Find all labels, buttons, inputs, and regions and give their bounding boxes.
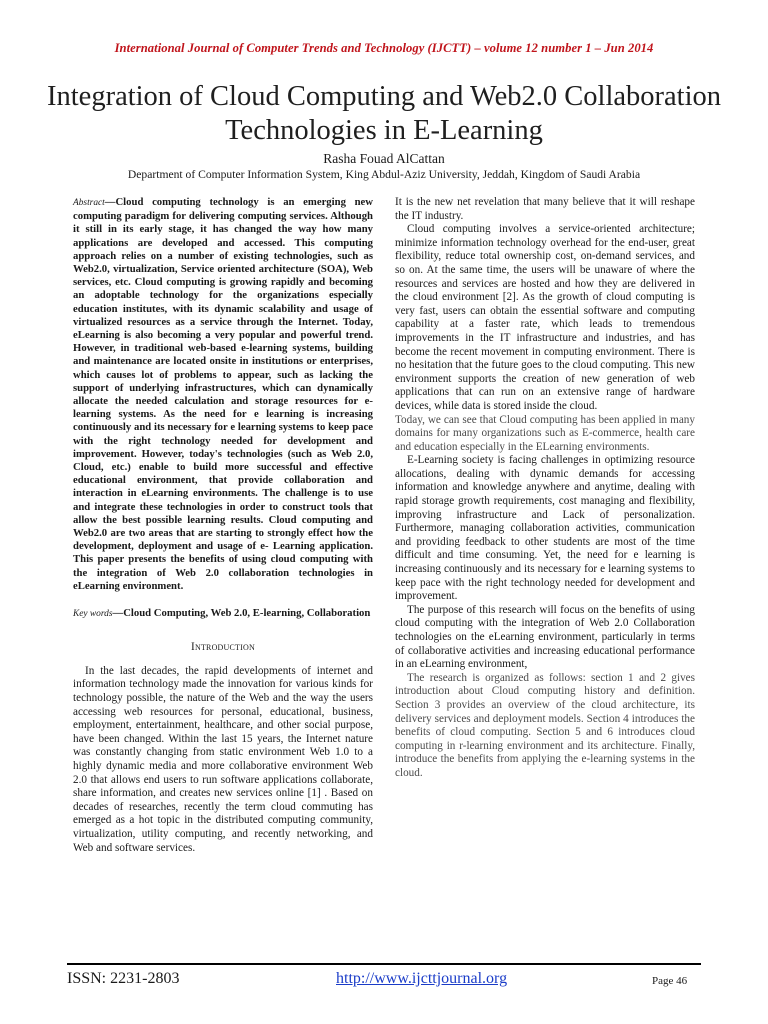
body-paragraph: The purpose of this research will focus on the benefits of using cloud computing with the integration of Web 2.0 Collaboration technologies on the eLearning environment, particularly in terms of collaborative activities and increasing educational performance in an eLearning environment,: [395, 603, 695, 671]
issn: ISSN: 2231-2803: [67, 970, 180, 987]
keywords: [73, 607, 373, 621]
body-paragraph: Cloud computing involves a service-oriented architecture; minimize information technology overhead for the end-user, great flexibility, reduce total ownership cost, on-demand services, and so on. At the same time, the users will be unaware of where the resources and services are hosted and how they are delivered in the cloud environment [2]. As the growth of cloud computing is very fast, users can obtain the essential software and computing capability at a faster rate, which leads to tremendous improvements in the IT infrastructure and industries, and has become the recent movement in computing environment. There is no hesitation that the future goes to the cloud computing. This new environment supports the creation of new generation of web applications that can run on an extensive range of hardware devices, while data is stored inside the cloud.: [395, 223, 695, 412]
keywords-label: Key words: [73, 609, 113, 620]
keywords-text: —Cloud Computing, Web 2.0, E-learning, Collaboration: [112, 607, 371, 620]
body-paragraph: E-Learning society is facing challenges in optimizing resource allocations, dealing with dynamic demands for accessing information and knowledge anywhere and anytime, dealing with rapid storage growth requirements, cost managing and flexibility, improving infrastructure and Lack of personalization. Furthermore, managing collaboration activities, communication and providing feedback to other students are most of the time difficult and time consuming. Yet, the need for e learning is increasing continuously and its necessary for e learning systems to keep pace with the right technology needed for development and improvement.: [395, 454, 695, 603]
body-paragraph: The research is organized as follows: section 1 and 2 gives introduction about Cloud computing history and definition. Section 3 provides an overview of the cloud architecture, its delivery services and deployment models. Section 4 introduces the benefits of cloud computing. Section 5 and 6 introduces cloud computing in r-learning environment and its architecture. Finally, introduce the benefits from applying the e-learning systems in the cloud.: [395, 671, 695, 779]
right-column: [395, 196, 695, 781]
body-paragraph: It is the new net revelation that many believe that it will reshape the IT industry.: [395, 196, 695, 222]
paper-title: Integration of Cloud Computing and Web2.0 Collaboration Technologies in E-Learning: [47, 81, 721, 146]
body-paragraph: Today, we can see that Cloud computing has been applied in many domains for many organizations such as E-commerce, health care and education especially in the ELearning environments.: [395, 413, 695, 453]
abstract-label: Abstract: [73, 198, 105, 208]
introduction-paragraph: In the last decades, the rapid developments of internet and information technology made the innovation for various kinds for technology possible, the nature of the Web and the way the users accessing web resources for personal, educational, business, employment, entertainment, healthcare, and other social purpose, have been changed. Within the last 15 years, the Internet nature was constantly changing from static environment Web 1.0 to a highly dynamic media and more collaborative environment Web 2.0 that allows end users to run software applications collaborate, share information, and creates new services online [1] . Based on decades of researches, recently the term cloud commuting has emerged as a hot topic in the distributed computing community, virtualization, utility computing, and recently networking, and Web and software services.: [73, 664, 373, 854]
left-column: [73, 196, 373, 855]
page-number: Page 46: [652, 975, 688, 987]
abstract: [73, 196, 373, 593]
author-affiliation: Department of Computer Information System, King Abdul-Aziz University, Jeddah, Kingdom of Saudi Arabia: [127, 168, 641, 181]
journal-header: International Journal of Computer Trends and Technology (IJCTT) – volume 12 number 1 – Jun 2014: [114, 41, 654, 55]
author-name: Rasha Fouad AlCattan: [323, 151, 445, 166]
introduction-heading: Introduction: [191, 641, 255, 654]
abstract-text: —Cloud computing technology is an emerging new computing paradigm for delivering computing services. Although it still in its early stage, it has changed the way how many applications are developed and accessed. This computing approach relies on a number of existing technologies, such as Web2.0, virtualization, Service oriented architecture (SOA), Web services, etc. Cloud computing is growing rapidly and becoming an adoptable technology for the organizations especially education institutes, with its dynamic scalability and usage of virtualized resources as a service through the Internet. Today, eLearning is also becoming a very popular and powerful trend. However, in traditional web-based e-learning systems, building and maintenance are located onsite in institutions or enterprises, which causes lot of problems to appear, such as lacking the support of underlying infrastructures, which can dynamically allocate the needed calculation and storage resources for e- learning systems. As the need for e learning is increasing continuously and its necessary for e learning systems to keep pace with the right technology needed for development and improvement. However, today's technologies (such as Web 2.0, Cloud, etc.) enable to build more successful and effective educational environment, that provide collaboration and interaction in eLearning environments. The challenge is to use and integrate these technologies in order to construct tools that allow the best possible learning results. Cloud computing and Web2.0 are two areas that are starting to strongly effect how the development, deployment and usage of e- Learning application. This paper presents the benefits of using cloud computing with the integration of Web 2.0 collaboration technologies in eLearning environment.: [73, 196, 373, 592]
journal-url-link[interactable]: http://www.ijcttjournal.org: [336, 970, 508, 987]
footer-divider: [67, 963, 701, 965]
